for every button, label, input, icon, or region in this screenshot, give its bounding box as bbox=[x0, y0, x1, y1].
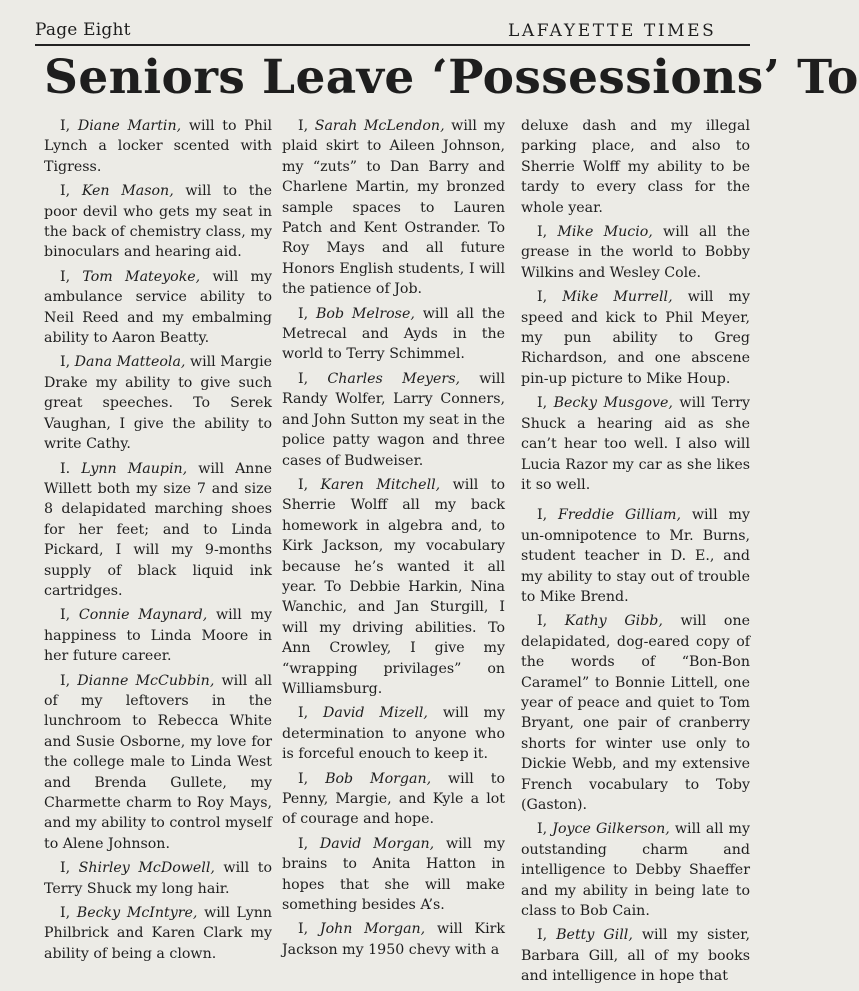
bequest-text: will my sister, Barbara Gill, all of my books and intelligence in hope that bbox=[521, 927, 750, 985]
bequest-paragraph bbox=[44, 267, 272, 349]
bequest-paragraph bbox=[282, 116, 505, 300]
senior-name: Joyce Gilkerson, bbox=[552, 821, 670, 838]
bequest-text: will to the poor devil who gets my seat in the back of chemistry class, my binoculars and hearing aid. bbox=[44, 183, 273, 261]
page-number: Page Eight bbox=[35, 20, 131, 40]
senior-name: Mike Murrell, bbox=[562, 289, 673, 306]
bequest-prefix: I, bbox=[537, 821, 553, 838]
bequest-paragraph bbox=[282, 703, 505, 764]
bequest-prefix: I, bbox=[60, 607, 79, 624]
senior-name: Lynn Maupin, bbox=[81, 460, 188, 477]
bequest-prefix: I. bbox=[60, 460, 82, 477]
bequest-prefix: I, bbox=[60, 354, 75, 371]
bequest-text: will to Phil Lynch a locker scented with Tigress. bbox=[44, 118, 272, 175]
bequest-paragraph bbox=[521, 287, 750, 389]
newspaper-name: LAFAYETTE TIMES bbox=[508, 21, 717, 41]
senior-name: Charles Meyers, bbox=[327, 370, 460, 387]
bequest-text: will all the grease in the world to Bobby Wilkins and Wesley Cole. bbox=[521, 224, 751, 281]
bequest-text: will all of my leftovers in the lunchroom to Rebecca White and Susie Osborne, my love for the college male to Linda West and Brenda Gullete, my Charmette charm to Roy Mays, and my ability to control myself to Alene Johnson. bbox=[44, 672, 272, 852]
senior-name: Sarah McLendon, bbox=[314, 118, 445, 134]
senior-name: David Mizell, bbox=[323, 705, 428, 722]
bequest-paragraph bbox=[521, 116, 750, 218]
bequest-text: will Anne Willett both my size 7 and size 8 delapidated marching shoes for her feet; and to Linda Pickard, I will my 9-months supply of black liquid ink cartridges. bbox=[44, 460, 272, 599]
bequest-paragraph bbox=[282, 834, 505, 916]
senior-name: Bob Melrose, bbox=[315, 305, 415, 322]
bequest-prefix: I, bbox=[537, 613, 565, 630]
senior-name: Dana Matteola, bbox=[74, 354, 186, 371]
bequest-paragraph bbox=[44, 181, 272, 263]
bequest-paragraph bbox=[521, 925, 750, 986]
bequest-prefix: I, bbox=[298, 770, 326, 787]
senior-name: David Morgan, bbox=[319, 835, 435, 852]
senior-name: Shirley McDowell, bbox=[78, 860, 215, 877]
bequest-text: will Lynn Philbrick and Karen Clark my ability of being a clown. bbox=[44, 905, 272, 962]
article-column-2 bbox=[282, 116, 505, 964]
bequest-prefix: I, bbox=[298, 921, 320, 938]
bequest-paragraph bbox=[44, 903, 272, 964]
bequest-text: will my happiness to Linda Moore in her future career. bbox=[44, 607, 272, 665]
bequest-paragraph bbox=[521, 393, 750, 495]
article-column-1 bbox=[44, 116, 272, 968]
bequest-text: deluxe dash and my illegal parking place, and also to Sherrie Wolff my ability to be tardy to every class for the whole year. bbox=[521, 118, 750, 216]
bequest-text: will all my outstanding charm and intelligence to Debby Shaeffer and my ability in being late to class to Bob Cain. bbox=[521, 821, 751, 920]
bequest-paragraph bbox=[282, 919, 505, 960]
bequest-text: will Kirk Jackson my 1950 chevy with a bbox=[282, 921, 506, 958]
bequest-prefix: I, bbox=[298, 370, 328, 387]
bequest-paragraph bbox=[44, 352, 272, 454]
bequest-prefix: I, bbox=[298, 118, 315, 134]
bequest-paragraph bbox=[521, 505, 750, 607]
bequest-prefix: I, bbox=[537, 224, 558, 241]
headline: Seniors Leave ‘Possessions’ To bbox=[44, 50, 859, 105]
bequest-paragraph bbox=[282, 369, 505, 471]
bequest-prefix: I, bbox=[298, 476, 321, 493]
bequest-text: will my ambulance service ability to Neil Reed and my embalming ability to Aaron Beatty. bbox=[44, 268, 273, 347]
bequest-prefix: I, bbox=[60, 672, 78, 689]
bequest-paragraph bbox=[282, 475, 505, 699]
bequest-paragraph bbox=[44, 858, 272, 899]
bequest-text: will Randy Wolfer, Larry Conners, and John Sutton my seat in the police patty wagon and three cases of Budweiser. bbox=[282, 370, 505, 469]
bequest-text: will one delapidated, dog-eared copy of the words of “Bon-Bon Caramel” to Bonnie Littell, one year of peace and quiet to Tom Bryant, one pair of cranberry shorts for winter use only to Dickie Webb, and my extensive French vocabulary to Toby (Gaston). bbox=[521, 613, 750, 813]
bequest-prefix: I, bbox=[60, 183, 82, 200]
senior-name: Betty Gill, bbox=[556, 927, 633, 944]
bequest-prefix: I, bbox=[60, 268, 83, 285]
senior-name: Bob Morgan, bbox=[325, 770, 432, 787]
bequest-prefix: I, bbox=[298, 705, 324, 722]
bequest-text: will to Sherrie Wolff all my back homework in algebra and, to Kirk Jackson, my vocabulary because he’s wanted it all year. To Debbie Harkin, Nina Wanchic, and Jan Sturgill, I will my driving abilities. To Ann Crowley, I give my “wrapping privilages” on Williamsburg. bbox=[282, 476, 505, 697]
senior-name: John Morgan, bbox=[319, 921, 426, 938]
senior-name: Connie Maynard, bbox=[78, 607, 208, 624]
bequest-text: will Margie Drake my ability to give such great speeches. To Serek Vaughan, I give the ability to write Cathy. bbox=[44, 354, 272, 453]
bequest-text: will my speed and kick to Phil Meyer, my pun ability to Greg Richardson, and one abscene pin-up picture to Mike Houp. bbox=[521, 289, 751, 387]
bequest-paragraph bbox=[521, 819, 750, 921]
bequest-prefix: I, bbox=[60, 860, 79, 877]
bequest-text: will my plaid skirt to Aileen Johnson, my “zuts” to Dan Barry and Charlene Martin, my bronzed sample spaces to Lauren Patch and Kent Ostrander. To Roy Mays and all future Honors English students, I will the patience of Job. bbox=[282, 118, 506, 298]
senior-name: Karen Mitchell, bbox=[320, 476, 441, 493]
senior-name: Dianne McCubbin, bbox=[77, 672, 215, 689]
senior-name: Freddie Gilliam, bbox=[558, 507, 681, 524]
bequest-prefix: I, bbox=[60, 905, 77, 922]
bequest-text: will all the Metrecal and Ayds in the world to Terry Schimmel. bbox=[282, 305, 505, 363]
bequest-paragraph bbox=[521, 222, 750, 283]
bequest-prefix: I, bbox=[537, 395, 554, 412]
bequest-paragraph bbox=[521, 611, 750, 815]
bequest-text: will my determination to anyone who is forceful enouch to keep it. bbox=[282, 705, 505, 763]
bequest-prefix: I, bbox=[537, 289, 563, 306]
senior-name: Mike Mucio, bbox=[557, 224, 653, 241]
bequest-text: will to Penny, Margie, and Kyle a lot of courage and hope. bbox=[282, 770, 505, 828]
senior-name: Becky Musgove, bbox=[553, 395, 673, 412]
bequest-text: will Terry Shuck a hearing aid as she can’t hear too well. I also will Lucia Razor my car as she likes it so well. bbox=[521, 395, 750, 493]
senior-name: Diane Martin, bbox=[77, 118, 182, 134]
bequest-prefix: I, bbox=[298, 305, 316, 322]
senior-name: Kathy Gibb, bbox=[564, 613, 663, 630]
page-header bbox=[35, 18, 750, 46]
senior-name: Tom Mateyoke, bbox=[82, 268, 201, 285]
bequest-paragraph bbox=[282, 304, 505, 365]
bequest-text: will my brains to Anita Hatton in hopes that she will make something besides A’s. bbox=[282, 835, 505, 914]
bequest-prefix: I, bbox=[298, 835, 320, 852]
bequest-paragraph bbox=[44, 116, 272, 177]
bequest-paragraph bbox=[282, 769, 505, 830]
bequest-prefix: I, bbox=[537, 927, 557, 944]
bequest-prefix: I, bbox=[537, 507, 559, 524]
bequest-paragraph bbox=[44, 671, 272, 855]
bequest-paragraph bbox=[44, 459, 272, 602]
bequest-prefix: I, bbox=[60, 118, 78, 134]
article-column-3 bbox=[521, 116, 750, 991]
senior-name: Ken Mason, bbox=[81, 183, 174, 200]
senior-name: Becky McIntyre, bbox=[76, 905, 198, 922]
bequest-paragraph bbox=[44, 605, 272, 666]
bequest-text: will to Terry Shuck my long hair. bbox=[44, 860, 272, 897]
bequest-text: will my un-omnipotence to Mr. Burns, student teacher in D. E., and my ability to stay out of trouble to Mike Brend. bbox=[521, 507, 751, 605]
